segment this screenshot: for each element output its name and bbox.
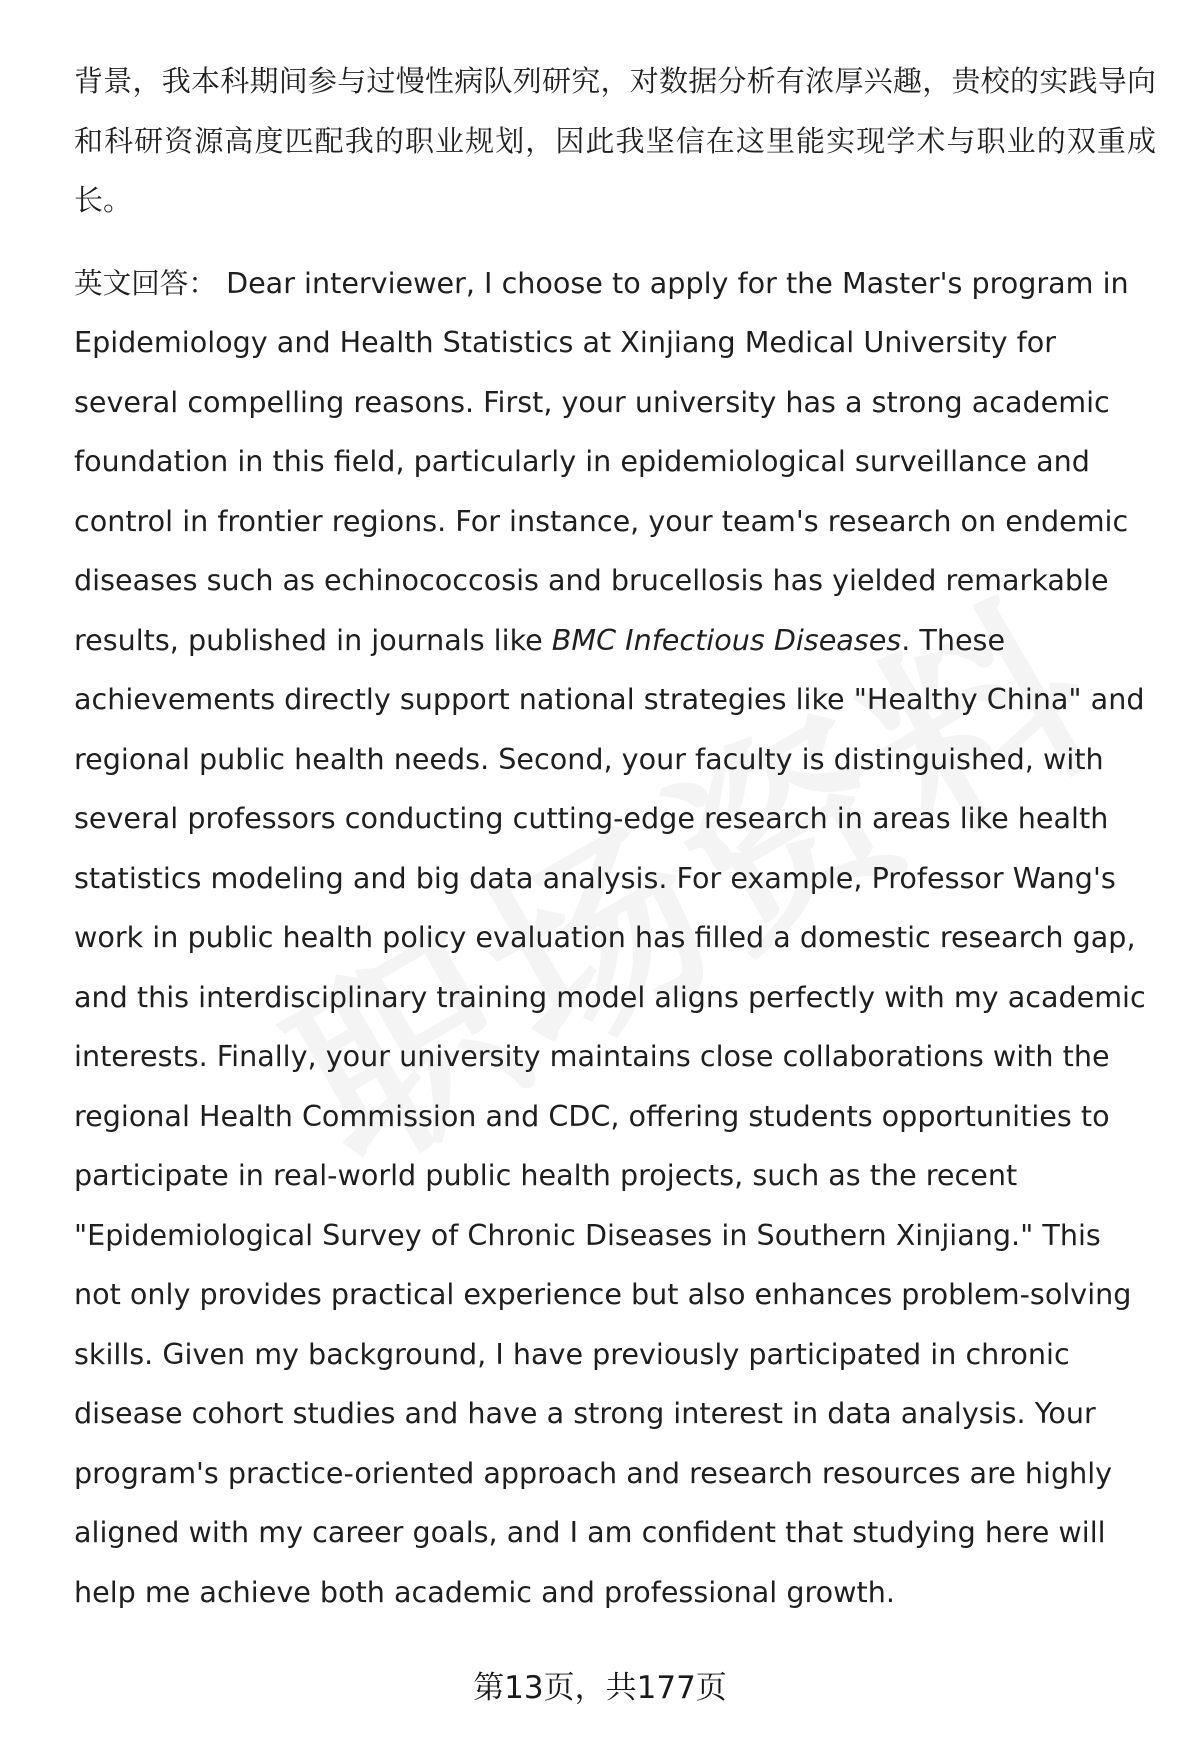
chinese-paragraph: 背景，我本科期间参与过慢性病队列研究，对数据分析有浓厚兴趣，贵校的实践导向和科研资源高度匹配我的职业规划，因此我坚信在这里能实现学术与职业的双重成长。 (74, 64, 1156, 217)
page-number-footer: 第13页，共177页 (473, 1670, 727, 1706)
english-answer-label: 英文回答： (74, 265, 217, 300)
document-body (74, 52, 1156, 1622)
journal-title: BMC Infectious Diseases (551, 622, 902, 657)
english-answer-text-part1: Dear interviewer, I choose to apply for the Master's program in Epidemiology and Health Statistics at Xinjiang Medical University for several compelling reasons. First, your university has a strong academic foundation in this field, particularly in epidemiological surveillance and control in frontier regions. For instance, your team's research on endemic diseases such as echinococcosis and brucellosis has yielded remarkable results, published in journals like (74, 265, 1129, 657)
english-answer-paragraph (74, 254, 1156, 1623)
english-answer-text-part2: . These achievements directly support national strategies like "Healthy China" and regional public health needs. Second, your faculty is distinguished, with several professors conducting cutting-edge research in areas like health statistics modeling and big data analysis. For example, Professor Wang's work in public health policy evaluation has filled a domestic research gap, and this interdisciplinary training model aligns perfectly with my academic interests. Finally, your university maintains close collaborations with the regional Health Commission and CDC, offering students opportunities to participate in real-world public health projects, such as the recent "Epidemiological Survey of Chronic Diseases in Southern Xinjiang." This not only provides practical experience but also enhances problem-solving skills. Given my background, I have previously participated in chronic disease cohort studies and have a strong interest in data analysis. Your program's practice-oriented approach and research resources are highly aligned with my career goals, and I am confident that studying here will help me achieve both academic and professional growth. (74, 622, 1146, 1609)
